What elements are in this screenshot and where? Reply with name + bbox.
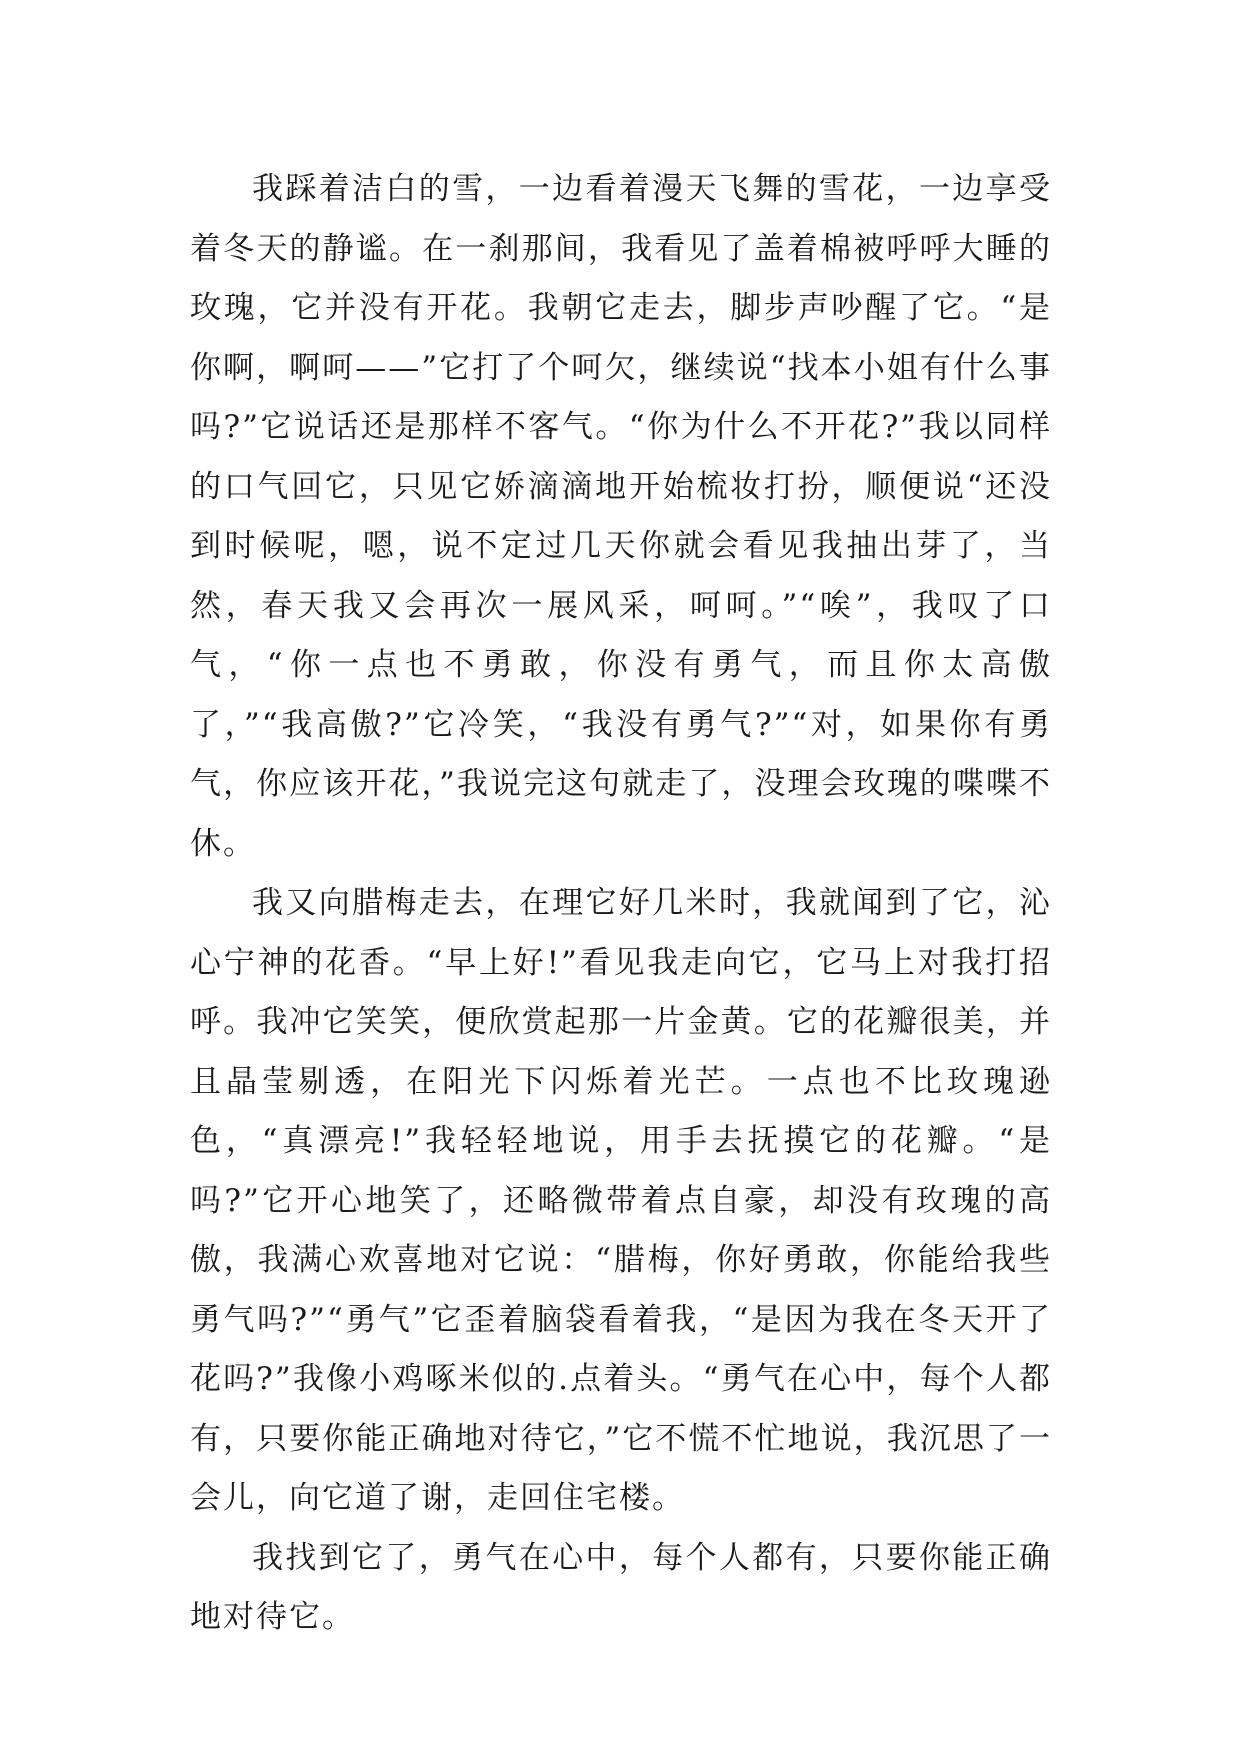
document-body — [190, 160, 1052, 1648]
paragraph-rose: 我踩着洁白的雪，一边看着漫天飞舞的雪花，一边享受着冬天的静谧。在一刹那间，我看见了盖着棉被呼呼大睡的玫瑰，它并没有开花。我朝它走去，脚步声吵醒了它。“是你啊，啊呵——”它打了个呵欠，继续说“找本小姐有什么事吗?”它说话还是那样不客气。“你为什么不开花?”我以同样的口气回它，只见它娇滴滴地开始梳妆打扮，顺便说“还没到时候呢，嗯，说不定过几天你就会看见我抽出芽了，当然，春天我又会再次一展风采，呵呵。”“唉”，我叹了口气，“你一点也不勇敢，你没有勇气，而且你太高傲了，”“我高傲?”它冷笑，“我没有勇气?”“对，如果你有勇气，你应该开花，”我说完这句就走了，没理会玫瑰的喋喋不休。 — [190, 171, 1052, 862]
paragraph-wintersweet: 我又向腊梅走去，在理它好几米时，我就闻到了它，沁心宁神的花香。“早上好!”看见我走向它，它马上对我打招呼。我冲它笑笑，便欣赏起那一片金黄。它的花瓣很美，并且晶莹剔透，在阳光下闪烁着光芒。一点也不比玫瑰逊色，“真漂亮!”我轻轻地说，用手去抚摸它的花瓣。“是吗?”它开心地笑了，还略微带着点自豪，却没有玫瑰的高傲，我满心欢喜地对它说：“腊梅，你好勇敢，你能给我些勇气吗?”“勇气”它歪着脑袋看着我，“是因为我在冬天开了花吗?”我像小鸡啄米似的.点着头。“勇气在心中，每个人都有，只要你能正确地对待它，”它不慌不忙地说，我沉思了一会儿，向它道了谢，走回住宅楼。 — [190, 885, 1052, 1516]
paragraph-conclusion: 我找到它了，勇气在心中，每个人都有，只要你能正确地对待它。 — [190, 1539, 1052, 1635]
